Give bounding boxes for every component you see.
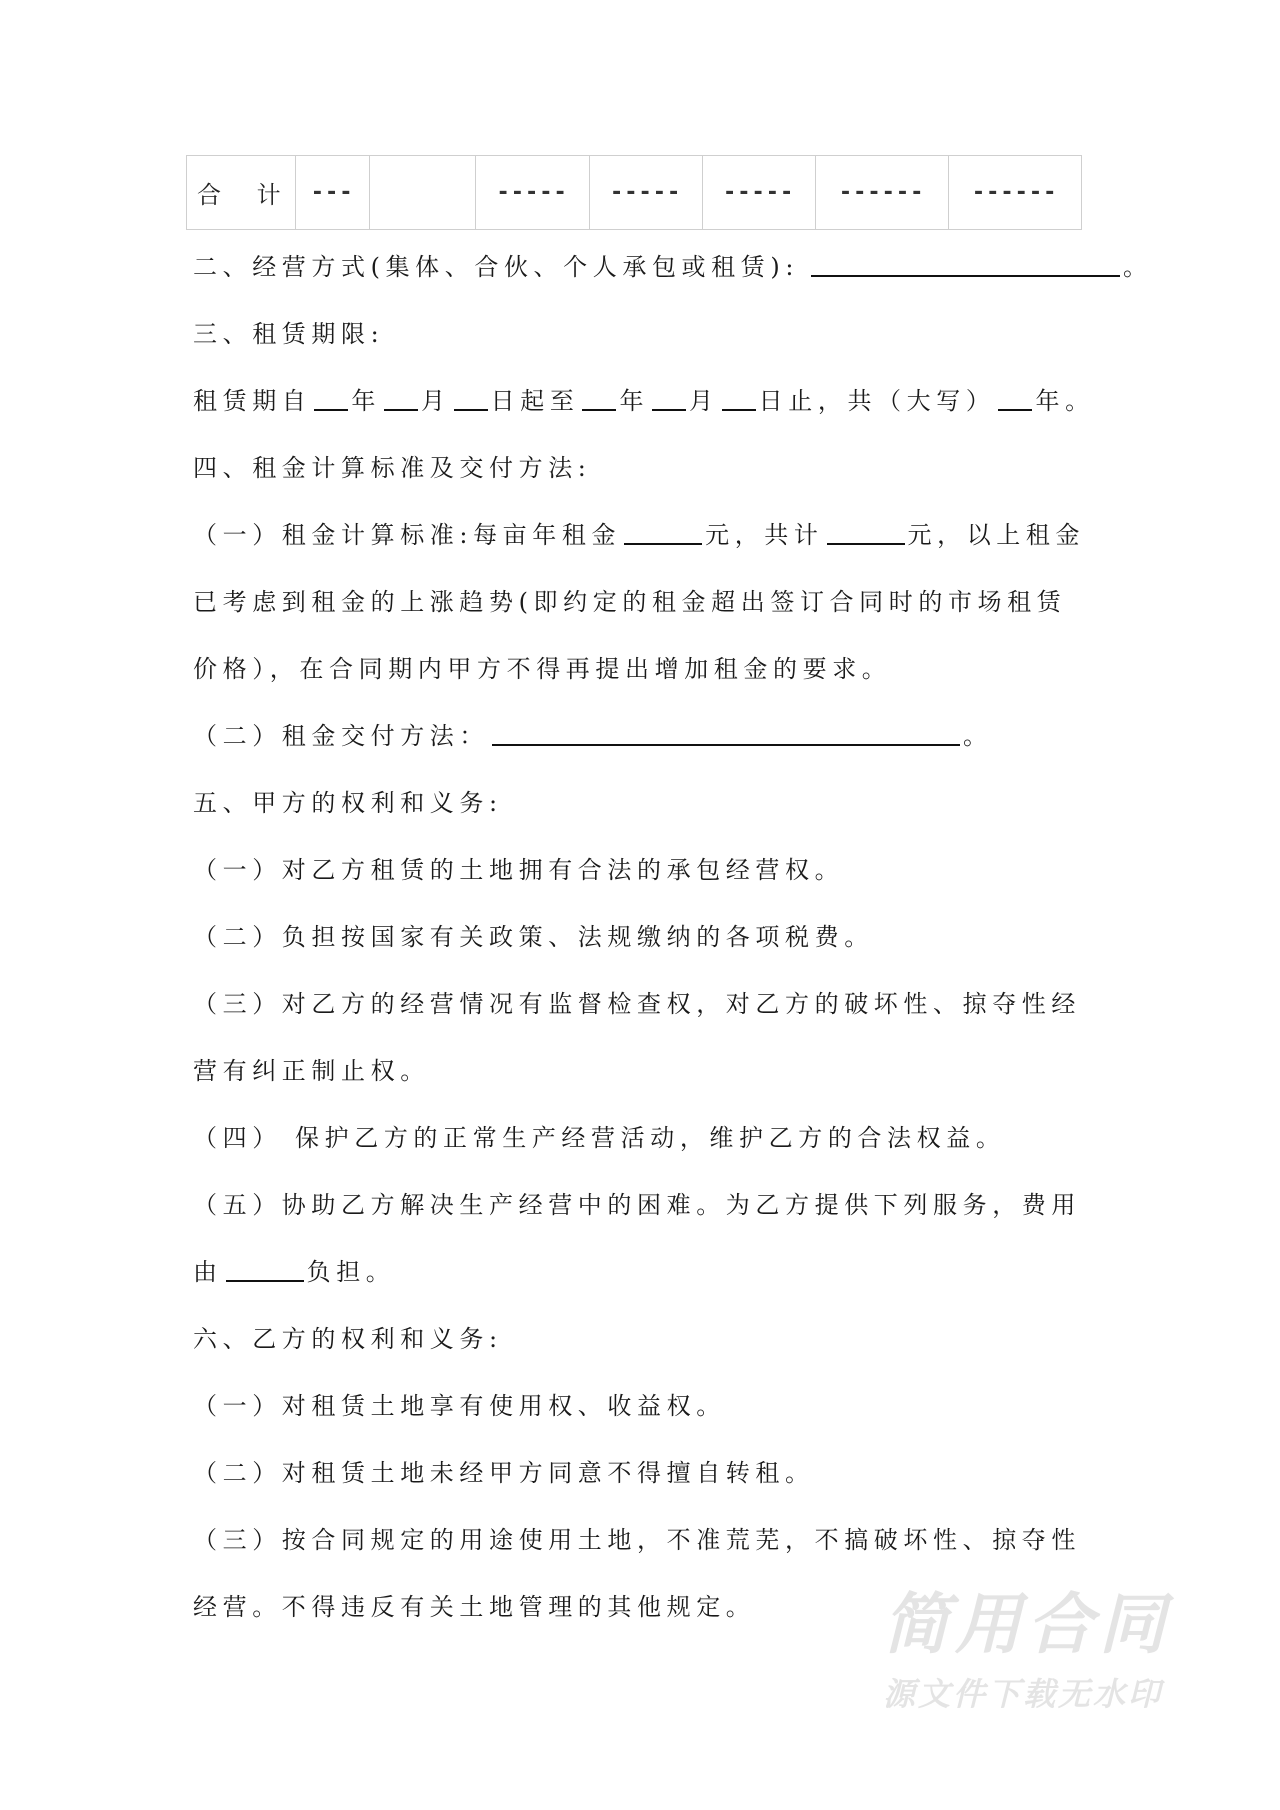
rent-standard-line-3: 价格），在合同期内甲方不得再提出增加租金的要求。 bbox=[193, 655, 892, 683]
total-years-blank[interactable] bbox=[998, 385, 1032, 411]
end-day-blank[interactable] bbox=[722, 385, 756, 411]
rent-per-mu-blank[interactable] bbox=[624, 519, 702, 545]
text: （一）租金计算标准:每亩年租金 bbox=[193, 521, 622, 549]
watermark bbox=[883, 1586, 1183, 1714]
text: 年 bbox=[619, 387, 650, 415]
party-a-item-3-cont: 营有纠正制止权。 bbox=[193, 1057, 430, 1085]
rent-heading: 四、租金计算标准及交付方法: bbox=[193, 454, 592, 482]
text: 负担。 bbox=[306, 1258, 396, 1286]
rent-standard-line bbox=[193, 502, 1093, 569]
lease-term-line bbox=[193, 368, 1093, 435]
summary-table bbox=[186, 155, 1082, 230]
party-a-item-4: （四） 保护乙方的正常生产经营活动，维护乙方的合法权益。 bbox=[193, 1124, 1006, 1152]
business-mode-label: 二、经营方式(集体、合伙、个人承包或租赁): bbox=[193, 253, 800, 281]
lease-term-heading: 三、租赁期限: bbox=[193, 320, 385, 348]
party-a-item-3: （三）对乙方的经营情况有监督检查权，对乙方的破坏性、掠夺性经 bbox=[193, 990, 1081, 1018]
party-a-item-5: （五）协助乙方解决生产经营中的困难。为乙方提供下列服务，费用 bbox=[193, 1191, 1081, 1219]
total-label-cell: 合 计 bbox=[187, 156, 296, 230]
party-b-item-2: （二）对租赁土地未经甲方同意不得擅自转租。 bbox=[193, 1459, 815, 1487]
table-total-row bbox=[187, 156, 1082, 230]
table-cell: ----- bbox=[475, 156, 589, 230]
start-day-blank[interactable] bbox=[454, 385, 488, 411]
period: 。 bbox=[963, 722, 993, 750]
text: 由 bbox=[193, 1258, 223, 1286]
start-month-blank[interactable] bbox=[384, 385, 418, 411]
table-cell: ----- bbox=[589, 156, 702, 230]
text: 租赁期自 bbox=[193, 387, 312, 415]
business-mode-line bbox=[193, 234, 1153, 301]
rent-standard-line-2: 已考虑到租金的上涨趋势(即约定的租金超出签订合同时的市场租赁 bbox=[193, 588, 1067, 616]
text: 年。 bbox=[1035, 387, 1095, 415]
party-b-heading: 六、乙方的权利和义务: bbox=[193, 1325, 503, 1353]
start-year-blank[interactable] bbox=[314, 385, 348, 411]
text: 元，共计 bbox=[705, 521, 824, 549]
party-b-item-3: （三）按合同规定的用途使用土地，不准荒芜，不搞破坏性、掠夺性 bbox=[193, 1526, 1081, 1554]
watermark-main-text: 简用合同 bbox=[883, 1586, 1171, 1663]
table-cell: --- bbox=[295, 156, 369, 230]
business-mode-blank[interactable] bbox=[811, 251, 1120, 277]
end-year-blank[interactable] bbox=[582, 385, 616, 411]
text: 月 bbox=[689, 387, 719, 415]
table-cell bbox=[369, 156, 475, 230]
text: （二）租金交付方法： bbox=[193, 722, 489, 750]
payment-method-blank[interactable] bbox=[492, 720, 960, 746]
party-b-item-1: （一）对租赁土地享有使用权、收益权。 bbox=[193, 1392, 726, 1420]
period: 。 bbox=[1123, 253, 1153, 281]
table-cell: ------ bbox=[815, 156, 948, 230]
party-a-heading: 五、甲方的权利和义务: bbox=[193, 789, 503, 817]
text: 日起至 bbox=[490, 387, 580, 415]
table-cell: ----- bbox=[702, 156, 815, 230]
cost-bearer-blank[interactable] bbox=[226, 1256, 304, 1282]
watermark-sub-text: 源文件下载无水印 bbox=[883, 1675, 1164, 1713]
table-cell: ------ bbox=[948, 156, 1081, 230]
contract-body bbox=[193, 234, 1153, 1641]
party-a-item-1: （一）对乙方租赁的土地拥有合法的承包经营权。 bbox=[193, 856, 845, 884]
party-b-item-3-cont: 经营。不得违反有关土地管理的其他规定。 bbox=[193, 1593, 756, 1621]
end-month-blank[interactable] bbox=[652, 385, 686, 411]
rent-total-blank[interactable] bbox=[827, 519, 905, 545]
text: 日止，共（大写） bbox=[758, 387, 996, 415]
text: 元，以上租金 bbox=[907, 521, 1086, 549]
rent-payment-line bbox=[193, 703, 1093, 770]
party-a-item-2: （二）负担按国家有关政策、法规缴纳的各项税费。 bbox=[193, 923, 874, 951]
text: 月 bbox=[421, 387, 451, 415]
party-a-item-5-cont bbox=[193, 1239, 1093, 1306]
text: 年 bbox=[351, 387, 382, 415]
